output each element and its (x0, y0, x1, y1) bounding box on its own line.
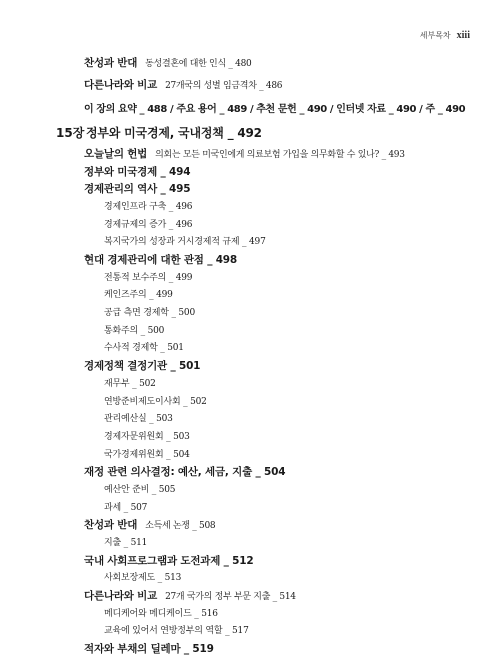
toc-subentry: 교육에 있어서 연방정부의 역할 _ 517 (104, 626, 249, 636)
entry-label: 재정 관련 의사결정: 예산, 세금, 지출 _ 504 (84, 466, 286, 478)
toc-subentry: 복지국가의 성장과 거시경제적 규제 _ 497 (104, 237, 266, 247)
toc-subentry: 케인즈주의 _ 499 (104, 290, 173, 300)
toc-entry (84, 641, 214, 656)
toc-subentry: 전통적 보수주의 _ 499 (104, 273, 193, 283)
entry-label: 경제관리의 역사 _ 495 (84, 183, 191, 195)
entry-label: 적자와 부채의 딜레마 _ 519 (84, 643, 214, 655)
toc-subentry: 경제규제의 증가 _ 496 (104, 220, 193, 230)
entry-label: 다른나라와 비교 (84, 590, 158, 602)
entry-desc: 소득세 논쟁 _ 508 (145, 521, 216, 531)
chapter-number: 15장 (56, 126, 85, 140)
entry-desc: 동성결혼에 대한 인식 _ 480 (145, 59, 252, 69)
toc-entry (84, 146, 405, 161)
entry-label: 경제정책 결정기관 _ 501 (84, 360, 201, 372)
page-number: xiii (456, 30, 470, 41)
running-header (420, 30, 470, 41)
toc-subentry: 메디케어와 메디케이드 _ 516 (104, 609, 218, 619)
toc-entry (84, 464, 285, 479)
toc-entry (84, 252, 237, 267)
toc-entry (84, 517, 215, 532)
toc-entry (84, 77, 282, 92)
toc-subentry: 연방준비제도이사회 _ 502 (104, 397, 207, 407)
toc-entry (84, 588, 296, 603)
header-title: 세부목차 (419, 31, 451, 40)
toc-subentry: 예산안 준비 _ 505 (104, 485, 176, 495)
toc-subentry: 국가경제위원회 _ 504 (104, 450, 190, 460)
toc-subentry: 경제인프라 구축 _ 496 (104, 202, 193, 212)
entry-desc: 27개국의 성별 임금격차 _ 486 (165, 81, 283, 91)
entry-label: 다른나라와 비교 (84, 79, 158, 91)
toc-entry (84, 358, 200, 373)
toc-subentry: 공급 측면 경제학 _ 500 (104, 308, 195, 318)
toc-entry (84, 181, 190, 196)
toc-entry (84, 164, 190, 179)
entry-label: 찬성과 반대 (84, 519, 138, 531)
toc-subentry: 관리예산실 _ 503 (104, 414, 173, 424)
toc-entry (84, 553, 253, 568)
chapter-title: 정부와 미국경제, 국내정책 _ 492 (86, 126, 262, 140)
toc-entry (84, 55, 251, 70)
toc-subentry: 사회보장제도 _ 513 (104, 573, 182, 583)
toc-subentry: 수사적 경제학 _ 501 (104, 343, 184, 353)
entry-label: 현대 경제관리에 대한 관점 _ 498 (84, 254, 238, 266)
entry-desc: 27개 국가의 정부 부문 지출 _ 514 (165, 592, 296, 602)
entry-desc: 의회는 모든 미국인에게 의료보험 가입을 의무화할 수 있나? _ 493 (155, 150, 405, 160)
toc-subentry: 경제자문위원회 _ 503 (104, 432, 190, 442)
toc-subentry: 통화주의 _ 500 (104, 326, 165, 336)
toc-subentry: 지출 _ 511 (104, 538, 148, 548)
chapter-summary-line: 이 장의 요약 _ 488 / 주요 용어 _ 489 / 추천 문헌 _ 490 / 인터넷 자료 _ 490 / 주 _ 490 (84, 104, 466, 115)
entry-label: 오늘날의 헌법 (84, 148, 148, 160)
entry-label: 정부와 미국경제 _ 494 (84, 166, 191, 178)
entry-label: 찬성과 반대 (84, 57, 138, 69)
toc-subentry: 재무부 _ 502 (104, 379, 156, 389)
entry-label: 국내 사회프로그램과 도전과제 _ 512 (84, 555, 254, 567)
toc-subentry: 과세 _ 507 (104, 503, 148, 513)
